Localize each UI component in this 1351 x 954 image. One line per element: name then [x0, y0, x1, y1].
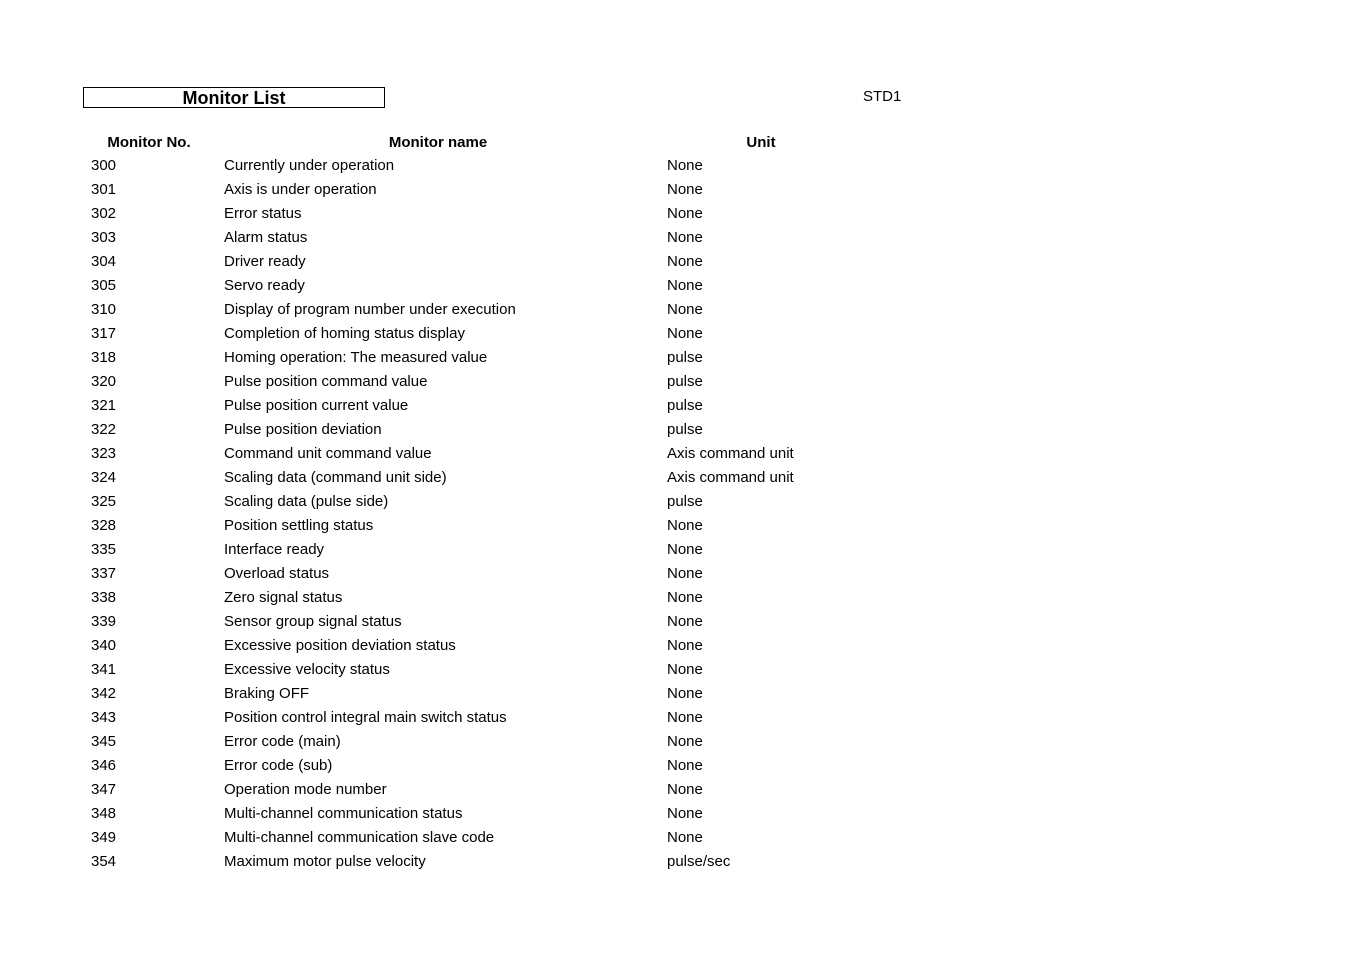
monitor-number: 305 — [91, 277, 117, 294]
table-row — [83, 490, 843, 514]
monitor-unit: None — [667, 253, 703, 270]
table-row — [83, 394, 843, 418]
monitor-unit: None — [667, 829, 703, 846]
table-row — [83, 298, 843, 322]
monitor-unit: Axis command unit — [667, 445, 794, 462]
monitor-name: Interface ready — [224, 541, 325, 558]
monitor-unit: None — [667, 757, 703, 774]
table-row — [83, 682, 843, 706]
monitor-name: Axis is under operation — [224, 181, 377, 198]
table-row — [83, 178, 843, 202]
header-monitor-name: Monitor name — [388, 134, 488, 151]
monitor-number: 342 — [91, 685, 117, 702]
monitor-unit: None — [667, 181, 703, 198]
monitor-name: Error status — [224, 205, 302, 222]
table-row — [83, 226, 843, 250]
table-row — [83, 802, 843, 826]
monitor-number: 335 — [91, 541, 117, 558]
monitor-name: Multi-channel communication status — [224, 805, 463, 822]
monitor-number: 304 — [91, 253, 117, 270]
monitor-name: Overload status — [224, 565, 330, 582]
table-row — [83, 346, 843, 370]
monitor-name: Zero signal status — [224, 589, 343, 606]
monitor-unit: None — [667, 805, 703, 822]
header-unit: Unit — [746, 134, 776, 151]
monitor-unit: None — [667, 685, 703, 702]
monitor-unit: None — [667, 541, 703, 558]
table-row — [83, 154, 843, 178]
table-row — [83, 250, 843, 274]
monitor-number: 343 — [91, 709, 117, 726]
monitor-number: 354 — [91, 853, 117, 870]
monitor-number: 301 — [91, 181, 117, 198]
monitor-number: 318 — [91, 349, 117, 366]
table-row — [83, 706, 843, 730]
monitor-number: 340 — [91, 637, 117, 654]
monitor-name: Completion of homing status display — [224, 325, 465, 342]
monitor-name: Excessive position deviation status — [224, 637, 456, 654]
monitor-unit: None — [667, 157, 703, 174]
monitor-unit: Axis command unit — [667, 469, 794, 486]
table-row — [83, 586, 843, 610]
monitor-number: 300 — [91, 157, 117, 174]
monitor-unit: None — [667, 661, 703, 678]
table-row — [83, 466, 843, 490]
monitor-unit: pulse — [667, 493, 703, 510]
monitor-name: Error code (sub) — [224, 757, 333, 774]
monitor-unit: None — [667, 517, 703, 534]
table-row — [83, 634, 843, 658]
table-row — [83, 730, 843, 754]
monitor-name: Operation mode number — [224, 781, 387, 798]
monitor-number: 303 — [91, 229, 117, 246]
monitor-unit: None — [667, 301, 703, 318]
monitor-unit: None — [667, 325, 703, 342]
monitor-number: 348 — [91, 805, 117, 822]
monitor-name: Position settling status — [224, 517, 374, 534]
monitor-number: 302 — [91, 205, 117, 222]
table-header — [83, 131, 843, 154]
monitor-name: Pulse position command value — [224, 373, 428, 390]
monitor-unit: pulse/sec — [667, 853, 731, 870]
monitor-unit: pulse — [667, 397, 703, 414]
table-row — [83, 514, 843, 538]
table-row — [83, 562, 843, 586]
monitor-name: Multi-channel communication slave code — [224, 829, 495, 846]
monitor-table — [83, 131, 843, 874]
monitor-number: 320 — [91, 373, 117, 390]
page-title: Monitor List — [83, 87, 385, 108]
monitor-unit: None — [667, 637, 703, 654]
monitor-name: Display of program number under execution — [224, 301, 516, 318]
monitor-unit: None — [667, 781, 703, 798]
monitor-name: Sensor group signal status — [224, 613, 402, 630]
table-row — [83, 442, 843, 466]
monitor-name: Homing operation: The measured value — [224, 349, 488, 366]
monitor-unit: None — [667, 277, 703, 294]
table-row — [83, 274, 843, 298]
monitor-name: Braking OFF — [224, 685, 310, 702]
table-row — [83, 538, 843, 562]
header-monitor-no: Monitor No. — [107, 134, 191, 151]
table-row — [83, 754, 843, 778]
monitor-number: 339 — [91, 613, 117, 630]
monitor-number: 328 — [91, 517, 117, 534]
monitor-unit: pulse — [667, 421, 703, 438]
monitor-number: 346 — [91, 757, 117, 774]
table-row — [83, 658, 843, 682]
monitor-unit: None — [667, 589, 703, 606]
monitor-number: 322 — [91, 421, 117, 438]
monitor-number: 341 — [91, 661, 117, 678]
monitor-name: Currently under operation — [224, 157, 395, 174]
monitor-number: 310 — [91, 301, 117, 318]
monitor-name: Error code (main) — [224, 733, 341, 750]
monitor-unit: None — [667, 709, 703, 726]
table-row — [83, 322, 843, 346]
table-row — [83, 418, 843, 442]
monitor-name: Pulse position deviation — [224, 421, 382, 438]
monitor-unit: pulse — [667, 373, 703, 390]
table-row — [83, 202, 843, 226]
monitor-unit: None — [667, 733, 703, 750]
monitor-name: Servo ready — [224, 277, 305, 294]
monitor-unit: None — [667, 229, 703, 246]
table-row — [83, 610, 843, 634]
monitor-name: Excessive velocity status — [224, 661, 390, 678]
monitor-name: Scaling data (command unit side) — [224, 469, 447, 486]
monitor-number: 337 — [91, 565, 117, 582]
table-body — [83, 154, 843, 874]
monitor-number: 325 — [91, 493, 117, 510]
monitor-unit: pulse — [667, 349, 703, 366]
monitor-name: Position control integral main switch status — [224, 709, 507, 726]
monitor-unit: None — [667, 565, 703, 582]
monitor-number: 347 — [91, 781, 117, 798]
monitor-name: Scaling data (pulse side) — [224, 493, 389, 510]
table-row — [83, 778, 843, 802]
document-code: STD1 — [863, 88, 902, 105]
monitor-number: 338 — [91, 589, 117, 606]
monitor-unit: None — [667, 613, 703, 630]
table-row — [83, 826, 843, 850]
monitor-number: 345 — [91, 733, 117, 750]
monitor-number: 321 — [91, 397, 117, 414]
monitor-name: Command unit command value — [224, 445, 432, 462]
monitor-name: Alarm status — [224, 229, 308, 246]
monitor-name: Maximum motor pulse velocity — [224, 853, 426, 870]
monitor-unit: None — [667, 205, 703, 222]
table-row — [83, 370, 843, 394]
monitor-number: 323 — [91, 445, 117, 462]
monitor-name: Pulse position current value — [224, 397, 409, 414]
monitor-number: 317 — [91, 325, 117, 342]
table-row — [83, 850, 843, 874]
monitor-number: 324 — [91, 469, 117, 486]
monitor-name: Driver ready — [224, 253, 306, 270]
monitor-number: 349 — [91, 829, 117, 846]
